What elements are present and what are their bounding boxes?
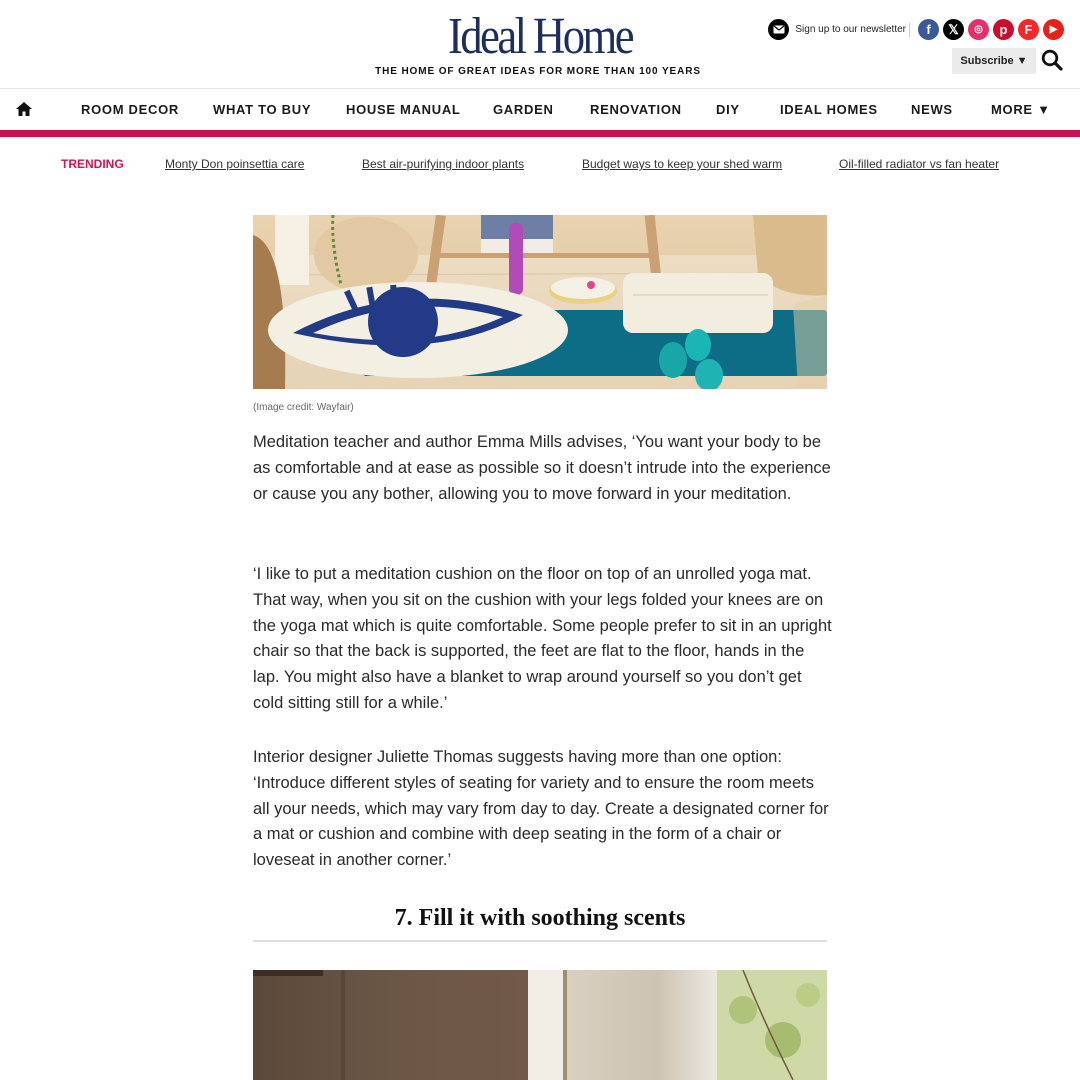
x-twitter-icon[interactable]: 𝕏 bbox=[943, 19, 964, 40]
article-image-meditation-corner bbox=[253, 215, 827, 389]
nav-item-what-to-buy[interactable]: WHAT TO BUY bbox=[213, 102, 312, 117]
pinterest-icon[interactable]: p bbox=[993, 19, 1014, 40]
nav-item-ideal-homes[interactable]: IDEAL HOMES bbox=[780, 102, 878, 117]
article-paragraph: ‘I like to put a meditation cushion on the floor on top of an unrolled yoga mat. That way, when you sit on the cushion with your legs folded your knees are on the yoga mat which is quite comfortable. Some people prefer to sit in an upright chair so that the back is supported, the feet are flat to the floor, hands in the lap. You might also have a blanket to wrap around yourself so you don’t get cold sitting still for a while.’ bbox=[253, 565, 832, 712]
trending-link[interactable]: Monty Don poinsettia care bbox=[165, 157, 305, 171]
nav-item-more-dropdown[interactable]: MORE ▼ bbox=[991, 102, 1051, 117]
nav-item-room-decor[interactable]: ROOM DECOR bbox=[81, 102, 179, 117]
section-heading: 7. Fill it with soothing scents bbox=[394, 905, 686, 931]
article-paragraph: Meditation teacher and author Emma Mills advises, ‘You want your body to be as comfortable and at ease as possible so it doesn’t intrude into the experience or cause you any bother, allowing you to move forward in your meditation. bbox=[253, 433, 831, 503]
search-icon[interactable] bbox=[1041, 49, 1063, 71]
subscribe-button[interactable]: Subscribe ▼ bbox=[952, 48, 1036, 74]
newsletter-signup-link[interactable]: Sign up to our newsletter bbox=[795, 23, 910, 37]
nav-item-diy[interactable]: DIY bbox=[716, 102, 740, 117]
mail-icon[interactable] bbox=[768, 19, 789, 40]
article-image-scents bbox=[253, 970, 827, 1080]
trending-link[interactable]: Best air-purifying indoor plants bbox=[362, 157, 525, 171]
image-credit: (Image credit: Wayfair) bbox=[253, 402, 354, 413]
site-header bbox=[0, 0, 1080, 89]
header-utility-bar bbox=[768, 19, 1064, 40]
nav-item-house-manual[interactable]: HOUSE MANUAL bbox=[346, 102, 461, 117]
facebook-icon[interactable]: f bbox=[918, 19, 939, 40]
flipboard-icon[interactable]: F bbox=[1018, 19, 1039, 40]
site-logo[interactable]: Ideal Home bbox=[447, 8, 633, 65]
nav-item-renovation[interactable]: RENOVATION bbox=[590, 102, 682, 117]
article-paragraph: Interior designer Juliette Thomas suggests having more than one option: ‘Introduce different styles of seating for variety and to ensure the room meets all your needs, which may vary from day to day. Create a designated corner for a mat or cushion and combine with deep seating in the form of a chair or loveseat in another corner.’ bbox=[253, 748, 829, 870]
trending-link[interactable]: Oil-filled radiator vs fan heater bbox=[839, 157, 1000, 171]
instagram-icon[interactable]: ◎ bbox=[968, 19, 989, 40]
site-tagline: THE HOME OF GREAT IDEAS FOR MORE THAN 100 YEARS bbox=[375, 66, 701, 77]
youtube-icon[interactable]: ▶ bbox=[1043, 19, 1064, 40]
main-nav bbox=[0, 90, 1080, 130]
nav-accent-bar bbox=[0, 130, 1080, 137]
nav-item-news[interactable]: NEWS bbox=[911, 102, 953, 117]
home-icon[interactable] bbox=[15, 100, 33, 118]
trending-link[interactable]: Budget ways to keep your shed warm bbox=[582, 157, 783, 171]
heading-divider bbox=[253, 940, 827, 942]
trending-label: TRENDING bbox=[61, 157, 124, 171]
nav-item-garden[interactable]: GARDEN bbox=[493, 102, 554, 117]
